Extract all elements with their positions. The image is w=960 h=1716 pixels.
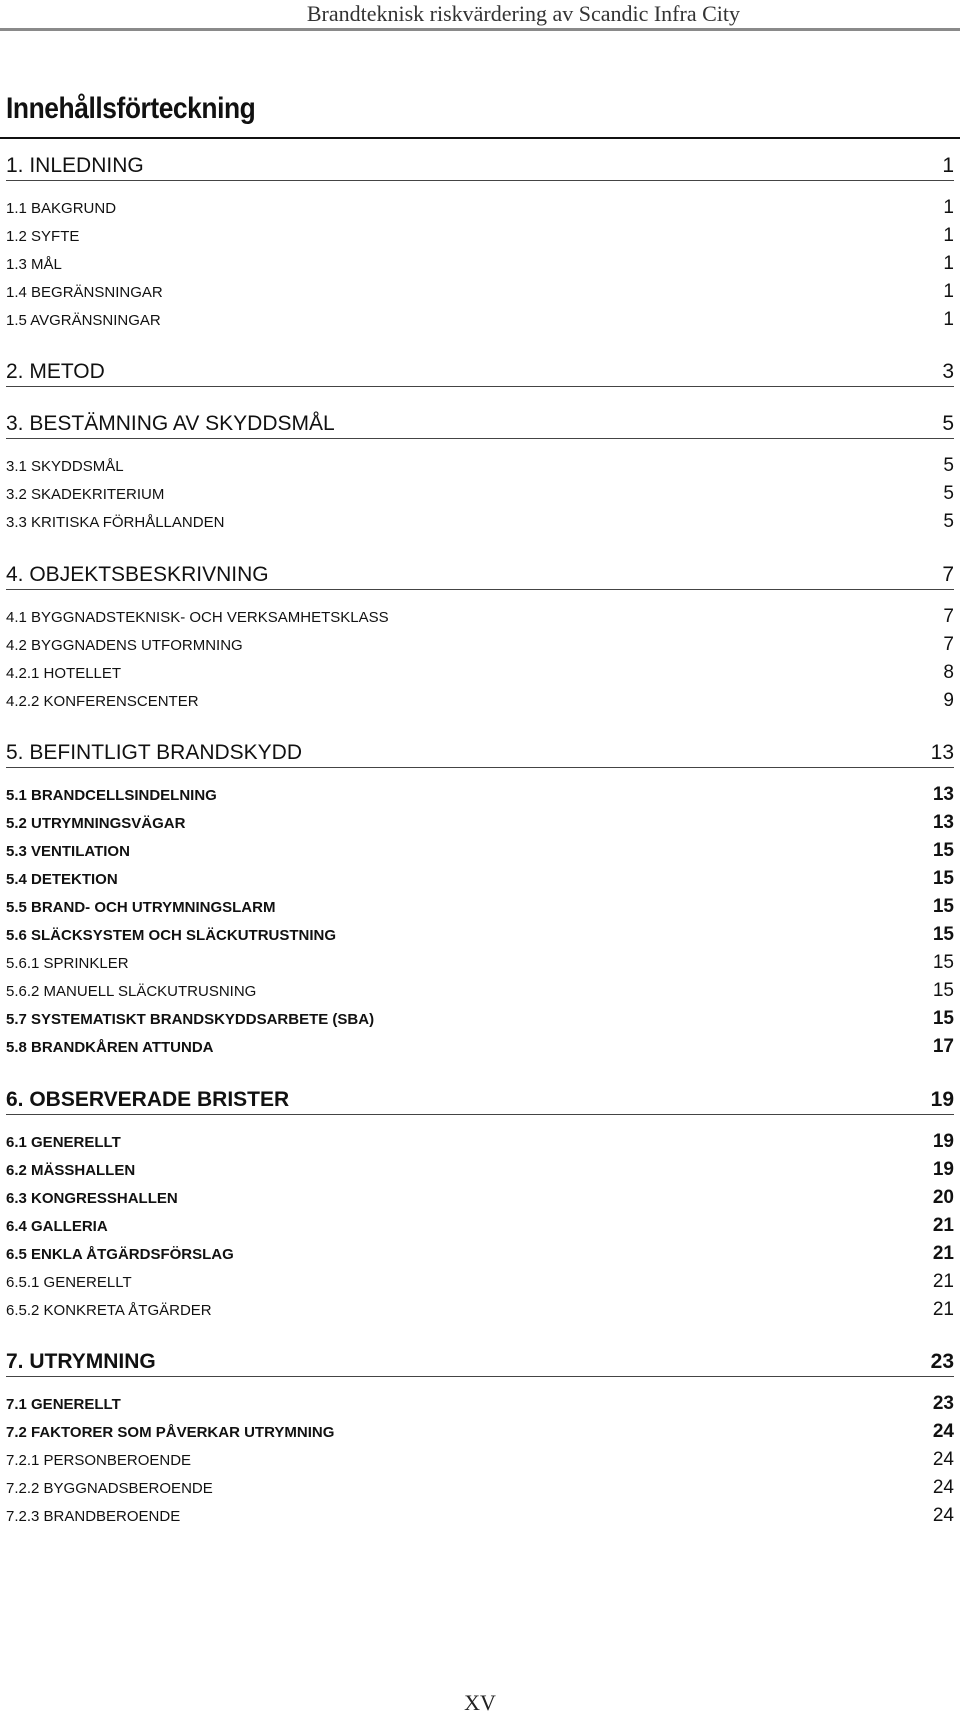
toc-entry-page: 7 [943,606,954,627]
toc-entry-label: 5.3 VENTILATION [6,843,130,860]
toc-entry-page: 3 [942,360,954,383]
running-header [0,0,960,28]
toc-entry[interactable] [6,1007,954,1033]
toc-entry[interactable] [6,661,954,687]
toc-entry-label: 7.2 FAKTORER SOM PÅVERKAR UTRYMNING [6,1424,335,1441]
toc-entry-page: 21 [932,1299,954,1320]
toc-entry[interactable] [6,951,954,977]
toc-entry-label: 5.2 UTRYMNINGSVÄGAR [6,815,186,832]
toc-chapter-entry[interactable] [6,741,954,768]
toc-entry-page: 1 [943,309,954,330]
toc-entry[interactable] [6,1504,954,1530]
toc-entry-page: 9 [943,690,954,711]
toc-entry-page: 1 [943,197,954,218]
toc-entry-page: 19 [930,1088,954,1111]
toc-entry-label: 6.3 KONGRESSHALLEN [6,1190,178,1207]
toc-entry[interactable] [6,605,954,631]
toc-entry-page: 24 [932,1505,954,1526]
toc-entry-page: 15 [932,896,954,917]
toc-entry-page: 21 [932,1215,954,1236]
toc-entry[interactable] [6,895,954,921]
toc-entry-label: 5.5 BRAND- OCH UTRYMNINGSLARM [6,899,276,916]
toc-entry-page: 5 [943,483,954,504]
toc-entry-label: 7.2.2 BYGGNADSBEROENDE [6,1480,213,1497]
toc-entry[interactable] [6,1214,954,1240]
toc-entry-page: 1 [942,154,954,177]
toc-entry[interactable] [6,280,954,306]
toc-entry-page: 15 [932,868,954,889]
toc-chapter-entry[interactable] [6,412,954,439]
toc-entry-page: 24 [932,1477,954,1498]
toc-chapter-entry[interactable] [6,563,954,590]
toc-chapter-entry[interactable] [6,360,954,387]
toc-entry[interactable] [6,839,954,865]
toc-entry-page: 1 [943,225,954,246]
toc-entry-label: 1.4 BEGRÄNSNINGAR [6,284,163,301]
toc-entry[interactable] [6,252,954,278]
toc-entry[interactable] [6,1298,954,1324]
running-header-title: Brandteknisk riskvärdering av Scandic Infra City [306,1,740,26]
toc-entry-page: 15 [932,952,954,973]
toc-entry-label: 6.2 MÄSSHALLEN [6,1162,136,1179]
toc-entry-label: 5.4 DETEKTION [6,871,118,888]
toc-entry-label: 6.5.2 KONKRETA ÅTGÄRDER [6,1302,212,1319]
toc-entry-label: 5.7 SYSTEMATISKT BRANDSKYDDSARBETE (SBA) [6,1011,375,1028]
toc-entry-page: 17 [932,1036,954,1057]
toc-entry[interactable] [6,689,954,715]
toc-entry-label: 1.3 MÅL [6,256,62,273]
toc-entry[interactable] [6,1448,954,1474]
toc-entry[interactable] [6,510,954,536]
toc-entry[interactable] [6,1158,954,1184]
toc-entry-label: 7.2.3 BRANDBEROENDE [6,1508,181,1525]
toc-entry-label: 3.1 SKYDDSMÅL [6,458,124,475]
toc-entry-label: 3.3 KRITISKA FÖRHÅLLANDEN [6,514,225,531]
toc-entry-label: 6. OBSERVERADE BRISTER [6,1088,290,1111]
toc-entry-page: 19 [932,1131,954,1152]
toc-entry-page: 23 [932,1393,954,1414]
page-number: XV [464,1690,496,1715]
toc-entry-label: 6.1 GENERELLT [6,1134,121,1151]
toc-entry[interactable] [6,1420,954,1446]
toc-entry-page: 5 [942,412,954,435]
toc-entry-label: 6.5.1 GENERELLT [6,1274,132,1291]
toc-entry-label: 7. UTRYMNING [6,1350,156,1373]
toc-entry[interactable] [6,923,954,949]
toc-entry-page: 13 [932,812,954,833]
toc-entry[interactable] [6,1476,954,1502]
toc-entry[interactable] [6,1392,954,1418]
toc-entry[interactable] [6,633,954,659]
toc-entry-label: 4.2.2 KONFERENSCENTER [6,693,199,710]
toc-entry[interactable] [6,1186,954,1212]
toc-entry[interactable] [6,482,954,508]
toc-entry-label: 4.2.1 HOTELLET [6,665,122,682]
toc-entry-page: 8 [943,662,954,683]
toc-entry-label: 7.1 GENERELLT [6,1396,121,1413]
header-divider [0,28,960,31]
toc-entry-label: 2. METOD [6,360,105,383]
toc-entry-page: 21 [932,1271,954,1292]
toc-entry-label: 6.4 GALLERIA [6,1218,108,1235]
toc-entry[interactable] [6,196,954,222]
toc-entry[interactable] [6,1270,954,1296]
toc-entry-label: 4. OBJEKTSBESKRIVNING [6,563,269,586]
toc-entry-page: 15 [932,1008,954,1029]
toc-chapter-entry[interactable] [6,1350,954,1377]
toc-entry-label: 6.5 ENKLA ÅTGÄRDSFÖRSLAG [6,1246,234,1263]
toc-entry-page: 20 [932,1187,954,1208]
toc-entry-page: 15 [932,924,954,945]
toc-chapter-entry[interactable] [6,1088,954,1115]
toc-entry-label: 4.2 BYGGNADENS UTFORMNING [6,637,243,654]
toc-entry[interactable] [6,224,954,250]
toc-entry[interactable] [6,1242,954,1268]
toc-entry-label: 3.2 SKADEKRITERIUM [6,486,165,503]
toc-entry-page: 19 [932,1159,954,1180]
toc-entry-label: 5.1 BRANDCELLSINDELNING [6,787,217,804]
toc-entry-page: 13 [932,784,954,805]
toc-entry[interactable] [6,867,954,893]
toc-entry-page: 24 [932,1421,954,1442]
toc-entry-label: 5. BEFINTLIGT BRANDSKYDD [6,741,303,764]
toc-entry-page: 7 [943,634,954,655]
toc-entry[interactable] [6,979,954,1005]
toc-entry[interactable] [6,308,954,334]
toc-entry-label: 1. INLEDNING [6,154,144,177]
toc-entry-label: 5.6.2 MANUELL SLÄCKUTRUSNING [6,983,257,1000]
page-title: Innehållsförteckning [6,92,256,125]
toc-entry[interactable] [6,783,954,809]
toc-entry-page: 21 [932,1243,954,1264]
toc-entry-label: 3. BESTÄMNING AV SKYDDSMÅL [6,412,335,435]
toc-entry-page: 24 [932,1449,954,1470]
toc-entry[interactable] [6,1035,954,1061]
toc-entry-label: 5.6 SLÄCKSYSTEM OCH SLÄCKUTRUSTNING [6,927,337,944]
toc-entry-page: 5 [943,511,954,532]
toc-entry-page: 15 [932,840,954,861]
toc-chapter-entry[interactable] [6,154,954,181]
toc-entry-label: 7.2.1 PERSONBEROENDE [6,1452,192,1469]
toc-entry-label: 1.5 AVGRÄNSNINGAR [6,312,161,329]
toc-entry-page: 5 [943,455,954,476]
toc-entry-label: 5.6.1 SPRINKLER [6,955,129,972]
toc-entry-label: 1.1 BAKGRUND [6,200,117,217]
toc-entry-page: 1 [943,281,954,302]
toc-entry-page: 1 [943,253,954,274]
toc-entry[interactable] [6,454,954,480]
toc-entry-label: 1.2 SYFTE [6,228,80,245]
title-divider [0,137,960,139]
toc-entry-label: 5.8 BRANDKÅREN ATTUNDA [6,1039,214,1056]
toc-entry-page: 15 [932,980,954,1001]
toc-entry-page: 13 [930,741,954,764]
toc-entry[interactable] [6,1130,954,1156]
toc-entry-page: 7 [942,563,954,586]
toc-entry[interactable] [6,811,954,837]
toc-entry-page: 23 [930,1350,954,1373]
toc-entry-label: 4.1 BYGGNADSTEKNISK- OCH VERKSAMHETSKLASS [6,609,389,626]
